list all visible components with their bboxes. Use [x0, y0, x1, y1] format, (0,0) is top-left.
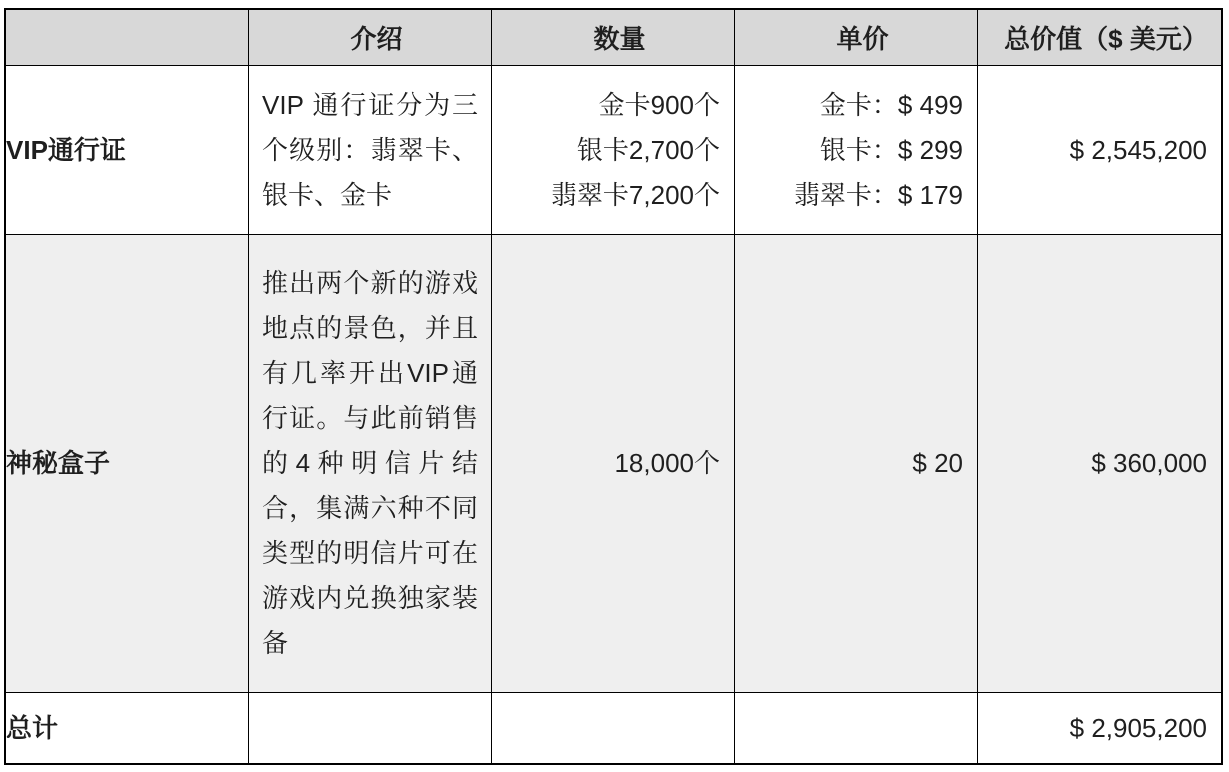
header-label-quantity: 数量 — [593, 24, 646, 54]
description-line: 个级别：翡翠卡、 — [262, 134, 478, 165]
row-vip-name-cell — [6, 66, 249, 235]
description-line: 地点的景色，并且 — [262, 313, 478, 343]
description-line: 推出两个新的游戏 — [262, 268, 478, 298]
unit-price-line: 翡翠卡：$ 179 — [793, 179, 963, 210]
footer-empty-quantity-cell — [492, 693, 735, 763]
description-line: 备 — [262, 628, 289, 658]
header-cell-description — [249, 10, 492, 66]
total-value: $ 360,000 — [1091, 448, 1207, 478]
quantity-line: 金卡900个 — [598, 89, 720, 120]
header-label-unit-price: 单价 — [836, 24, 889, 54]
description-line: 行证。与此前销售 — [262, 403, 478, 433]
description-line: 合，集满六种不同 — [262, 493, 478, 523]
footer-empty-unit-price-cell — [735, 693, 978, 763]
grand-total-value: $ 2,905,200 — [1069, 712, 1207, 743]
row-mystery-box-quantity-cell — [492, 235, 735, 693]
total-value: $ 2,545,200 — [1069, 134, 1207, 165]
description-line: 类型的明信片可在 — [262, 538, 478, 568]
row-mystery-box-name-cell — [6, 235, 249, 693]
header-cell-quantity — [492, 10, 735, 66]
description-line: 的4种明信片结 — [262, 448, 478, 478]
header-label-total-value: 总价值（$ 美元） — [1004, 24, 1208, 54]
row-mystery-box-description-cell — [249, 235, 492, 693]
row-vip-unit-price-cell — [735, 66, 978, 235]
header-cell-unit-price — [735, 10, 978, 66]
quantity-line: 18,000个 — [614, 448, 720, 478]
footer-label-cell — [6, 693, 249, 763]
row-vip-name: VIP通行证 — [6, 134, 126, 165]
unit-price-line: 金卡：$ 499 — [819, 89, 963, 120]
footer-total-value-cell — [978, 693, 1221, 763]
unit-price-line: 银卡：$ 299 — [819, 134, 963, 165]
row-mystery-box-total-value-cell — [978, 235, 1221, 693]
header-label-description: 介绍 — [350, 24, 403, 54]
row-mystery-box-unit-price-cell — [735, 235, 978, 693]
description-line: VIP 通行证分为三 — [262, 89, 478, 120]
footer-empty-description-cell — [249, 693, 492, 763]
header-cell-empty — [6, 10, 249, 66]
header-cell-total-value — [978, 10, 1221, 66]
description-line: 银卡、金卡 — [262, 179, 393, 210]
footer-label: 总计 — [6, 712, 59, 743]
unit-price-line: $ 20 — [912, 448, 963, 478]
pricing-table — [4, 8, 1223, 765]
quantity-line: 翡翠卡7,200个 — [550, 179, 720, 210]
description-line: 游戏内兑换独家装 — [262, 583, 478, 613]
row-vip-description-cell — [249, 66, 492, 235]
row-vip-total-value-cell — [978, 66, 1221, 235]
quantity-line: 银卡2,700个 — [576, 134, 720, 165]
row-vip-quantity-cell — [492, 66, 735, 235]
row-mystery-box-name: 神秘盒子 — [6, 448, 111, 478]
description-line: 有几率开出VIP通 — [262, 358, 478, 388]
